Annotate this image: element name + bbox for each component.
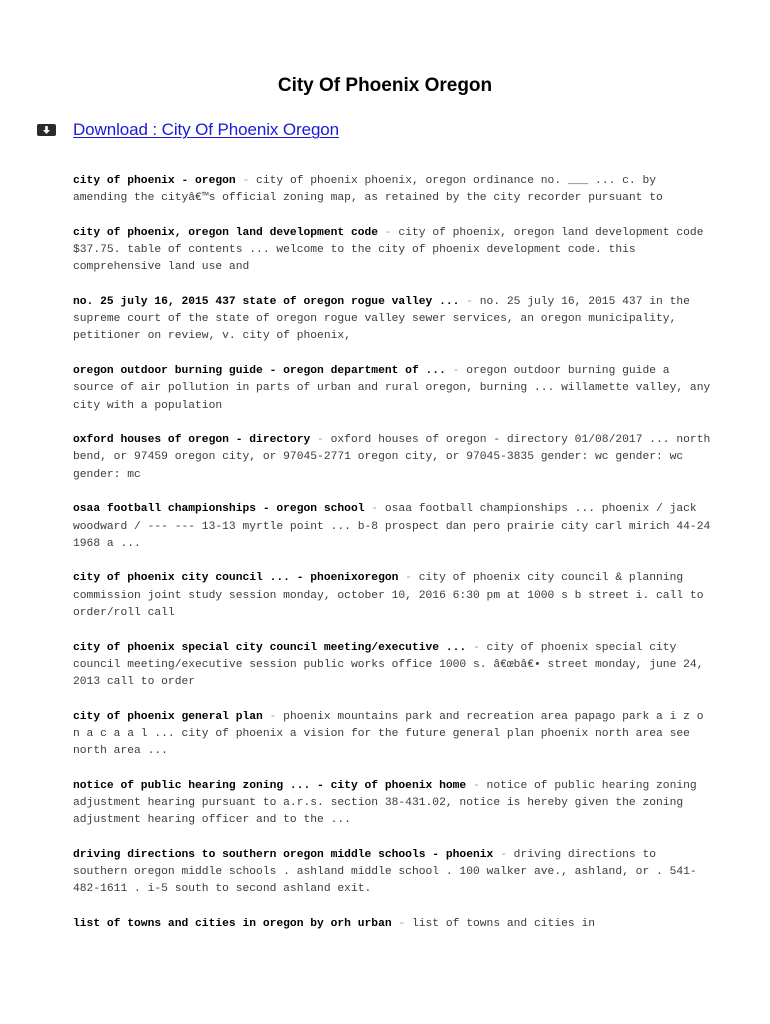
result-title[interactable]: notice of public hearing zoning ... - city of phoenix home [73,779,467,792]
result-separator: - [310,434,331,447]
page-title: City Of Phoenix Oregon [277,75,493,96]
result-item [73,847,713,899]
result-separator: - [445,365,467,378]
result-separator: - [493,848,514,861]
result-item [73,709,713,761]
result-item [73,225,713,277]
result-snippet: city of phoenix, oregon land development code $37.75. table of contents ... welcome to the city of phoenix development code. this comprehensive land use and [73,226,704,274]
result-title[interactable]: osaa football championships - oregon school [73,503,365,516]
download-row [37,118,339,142]
result-snippet: city of phoenix phoenix, oregon ordinance no. ___ ... c. by amending the cityâ€™s official zoning map, as retained by the city recorder pursuant to [73,175,663,205]
result-separator: - [364,503,385,516]
result-item [73,501,713,553]
result-item [73,570,713,622]
result-title[interactable]: oxford houses of oregon - directory [73,434,311,447]
result-item [73,916,713,933]
result-item [73,432,713,484]
result-snippet: list of towns and cities in [411,918,596,930]
result-title[interactable]: city of phoenix - oregon [73,175,236,187]
result-separator: - [466,779,487,792]
result-title[interactable]: city of phoenix city council ... - phoenixoregon [73,572,399,585]
result-title[interactable]: oregon outdoor burning guide - oregon department of ... [73,365,446,378]
result-separator: - [466,641,487,654]
result-item [73,173,713,207]
search-results-list [73,173,713,951]
result-item [73,294,713,346]
result-item [73,640,713,692]
result-snippet: oregon outdoor burning guide a source of air pollution in parts of urban and rural oregon, burning ... willamette valley, any city with a population [73,365,711,412]
result-title[interactable]: city of phoenix, oregon land development code [73,226,379,239]
result-title[interactable]: city of phoenix special city council meeting/executive ... [73,641,467,654]
result-snippet: phoenix mountains park and recreation area papago park a i z o n a c a a l ... city of phoenix a vision for the future general plan phoenix north area see north area ... [73,710,704,758]
result-title[interactable]: driving directions to southern oregon middle schools - phoenix [73,848,494,861]
result-snippet: city of phoenix special city council meeting/executive session public works office 1000 s. â€œbâ€• street monday, june 24, 2013 call to order [73,641,704,688]
download-link[interactable]: Download : City Of Phoenix Oregon [73,120,340,139]
result-separator: - [235,175,257,187]
result-item [73,778,713,830]
result-snippet: oxford houses of oregon - directory 01/08/2017 ... north bend, or 97459 oregon city, or 97045-2771 oregon city, or 97045-3835 gender: wc gender: wc gender: mc [73,434,711,481]
result-separator: - [262,710,284,723]
result-title[interactable]: no. 25 july 16, 2015 437 state of oregon rogue valley ... [73,296,460,309]
result-title[interactable]: list of towns and cities in oregon by orh urban [73,918,392,930]
download-icon[interactable] [37,124,56,136]
result-snippet: notice of public hearing zoning adjustment hearing pursuant to a.r.s. section 38-431.02, notice is hereby given the zoning adjustment hearing officer and to the ... [73,779,697,827]
result-snippet: driving directions to southern oregon middle schools . ashland middle school . 100 walker ave., ashland, or . 541-482-1611 . i-5 south to second ashland exit. [73,848,697,896]
result-snippet: osaa football championships ... phoenix / jack woodward / --- --- 13-13 myrtle point ... b-8 prospect dan pero prairie city carl mirich 44-24 1968 a ... [73,503,711,550]
result-separator: - [378,226,399,239]
result-separator: - [391,918,412,930]
result-snippet: no. 25 july 16, 2015 437 in the supreme court of the state of oregon rogue valley sewer services, an oregon municipality, petitioner on review, v. city of phoenix, [73,296,690,343]
result-snippet: city of phoenix city council & planning commission joint study session monday, october 10, 2016 6:30 pm at 1000 s b street i. call to order/roll call [73,572,704,619]
result-title[interactable]: city of phoenix general plan [73,710,263,723]
result-separator: - [459,296,480,309]
result-separator: - [398,572,419,585]
result-item [73,363,713,415]
